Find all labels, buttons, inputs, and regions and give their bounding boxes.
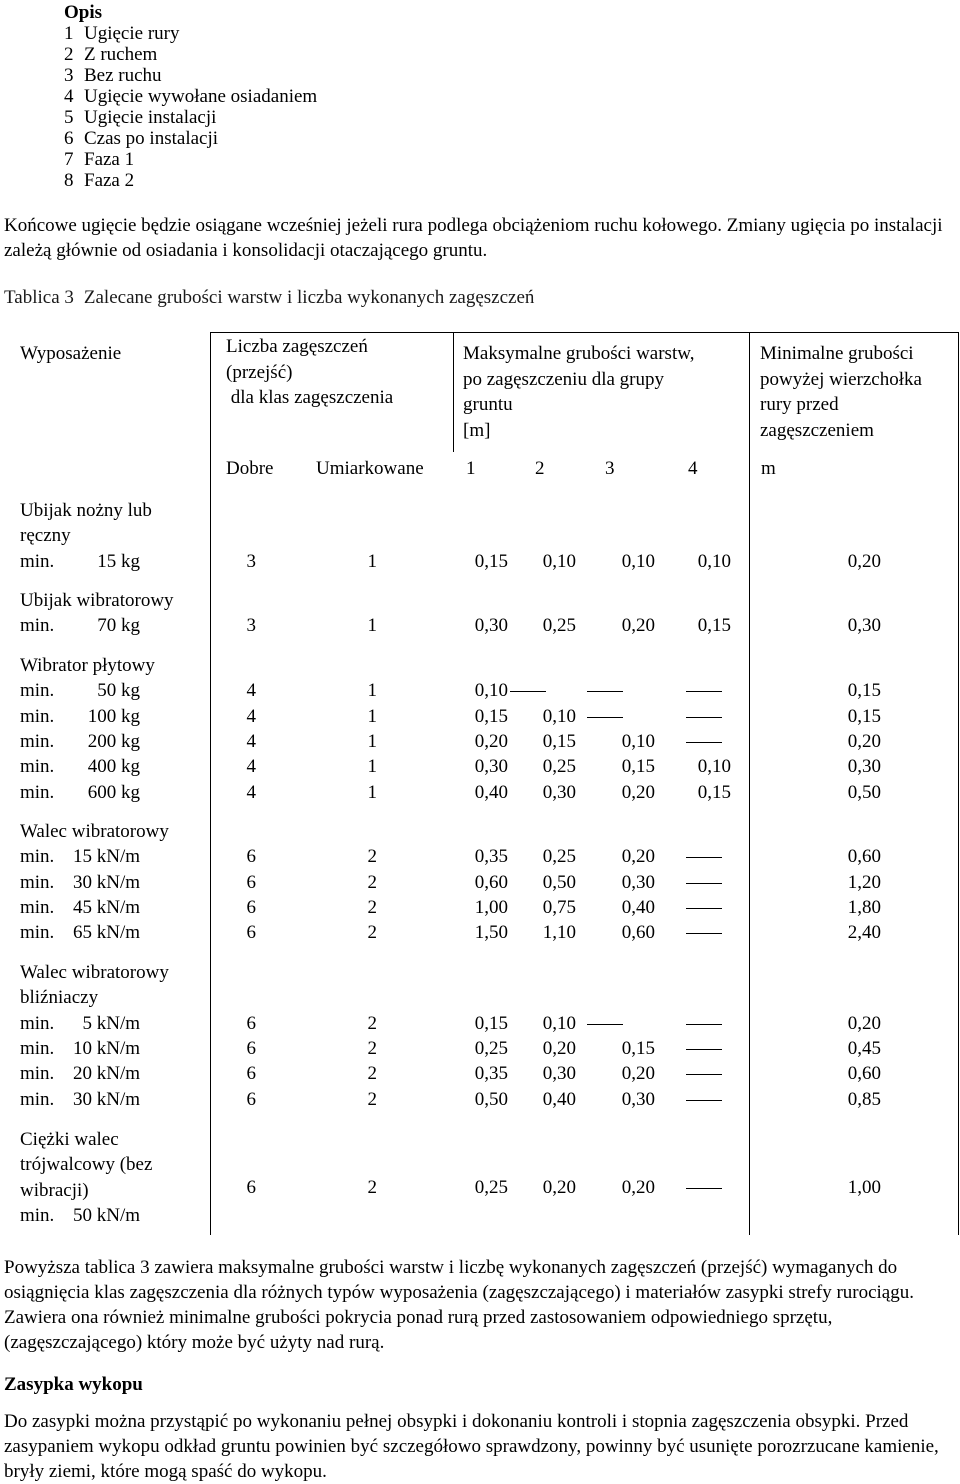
passes-moderate: 1 bbox=[367, 615, 377, 637]
legend-item bbox=[64, 86, 317, 107]
min-label: min. bbox=[20, 871, 55, 893]
legend-item-number: 4 bbox=[64, 86, 74, 107]
passes-good: 3 bbox=[246, 550, 256, 572]
thickness-group-2: 0,25 bbox=[542, 615, 576, 637]
equipment-name: Ubijak wibratorowy bbox=[20, 590, 174, 611]
weight-value: 20 kN/m bbox=[72, 1063, 140, 1085]
dash-mark bbox=[686, 1100, 722, 1101]
legend-item bbox=[64, 65, 317, 86]
section-heading: Zasypka wykopu bbox=[4, 1374, 143, 1395]
column-divider-passes bbox=[453, 332, 454, 452]
thickness-group-1: 0,15 bbox=[474, 705, 508, 727]
thickness-group-3: 0,10 bbox=[621, 730, 655, 752]
legend-item bbox=[64, 44, 317, 65]
min-cover-value: 1,00 bbox=[847, 1176, 881, 1198]
thickness-group-4-dash bbox=[686, 844, 722, 870]
dash-mark bbox=[686, 1049, 722, 1050]
legend bbox=[64, 2, 317, 191]
passes-moderate: 2 bbox=[367, 846, 377, 868]
thickness-group-2-dash bbox=[510, 678, 546, 704]
thickness-group-2: 0,10 bbox=[542, 705, 576, 727]
header-max-line: [m] bbox=[463, 419, 491, 441]
legend-item-text: Ugięcie rury bbox=[84, 23, 180, 44]
equipment-name: Ubijak nożny lub bbox=[20, 500, 152, 521]
thickness-group-3-dash bbox=[587, 704, 623, 730]
passes-good: 6 bbox=[246, 922, 256, 944]
weight-value: 200 kg bbox=[87, 730, 140, 752]
dash-mark bbox=[587, 1024, 623, 1025]
legend-item-text: Ugięcie instalacji bbox=[84, 107, 217, 128]
min-cover-value: 0,45 bbox=[847, 1037, 881, 1059]
thickness-group-3: 0,20 bbox=[621, 615, 655, 637]
passes-good: 6 bbox=[246, 871, 256, 893]
dash-mark bbox=[686, 742, 722, 743]
thickness-group-3: 0,30 bbox=[621, 871, 655, 893]
legend-item-text: Bez ruchu bbox=[84, 65, 162, 86]
thickness-group-4: 0,10 bbox=[697, 550, 731, 572]
table-caption-text: Zalecane grubości warstw i liczba wykonanych zagęszczeń bbox=[83, 287, 535, 308]
thickness-group-4-dash bbox=[686, 895, 722, 921]
header-min-line: zagęszczeniem bbox=[760, 419, 874, 441]
min-label: min. bbox=[20, 1088, 55, 1110]
weight-value: 400 kg bbox=[87, 756, 140, 778]
thickness-group-3-dash bbox=[587, 678, 623, 704]
thickness-group-2: 0,50 bbox=[542, 871, 576, 893]
thickness-group-4-dash bbox=[686, 1011, 722, 1037]
min-label: min. bbox=[20, 756, 55, 778]
min-cover-value: 1,80 bbox=[847, 896, 881, 918]
thickness-group-4-dash bbox=[686, 870, 722, 896]
min-cover-value: 0,60 bbox=[847, 1063, 881, 1085]
equipment-name: Walec wibratorowy bbox=[20, 821, 169, 842]
thickness-group-2: 0,30 bbox=[542, 1063, 576, 1085]
min-cover-value: 2,40 bbox=[847, 922, 881, 944]
min-cover-value: 1,20 bbox=[847, 871, 881, 893]
subheader-cell: Dobre bbox=[226, 458, 274, 479]
thickness-group-4-dash bbox=[686, 729, 722, 755]
thickness-group-4: 0,10 bbox=[697, 756, 731, 778]
weight-value: 15 kg bbox=[97, 550, 140, 572]
header-passes-line: Liczba zagęszczeń bbox=[226, 336, 368, 357]
thickness-group-4: 0,15 bbox=[697, 615, 731, 637]
legend-title: Opis bbox=[64, 2, 103, 23]
header-max-line: gruntu bbox=[463, 394, 513, 415]
equipment-name: Wibrator płytowy bbox=[20, 655, 155, 676]
thickness-group-3: 0,30 bbox=[621, 1088, 655, 1110]
min-label: min. bbox=[20, 1063, 55, 1085]
legend-item bbox=[64, 128, 317, 149]
thickness-group-3: 0,40 bbox=[621, 896, 655, 918]
passes-good: 4 bbox=[246, 730, 256, 752]
equipment-name: Walec wibratorowy bbox=[20, 962, 169, 983]
subheader-cell: 3 bbox=[605, 458, 615, 479]
thickness-group-2: 0,75 bbox=[542, 896, 576, 918]
passes-good: 6 bbox=[246, 1037, 256, 1059]
weight-value: 15 kN/m bbox=[72, 846, 140, 868]
table-top-border bbox=[210, 332, 959, 333]
thickness-group-1: 0,15 bbox=[474, 550, 508, 572]
passes-moderate: 1 bbox=[367, 680, 377, 702]
equipment-name: trójwalcowy (bez bbox=[20, 1154, 153, 1176]
thickness-group-3: 0,20 bbox=[621, 1063, 655, 1085]
min-label: min. bbox=[20, 896, 55, 918]
min-label: min. bbox=[20, 1012, 55, 1034]
compaction-table bbox=[4, 332, 959, 1235]
passes-good: 6 bbox=[246, 1012, 256, 1034]
header-passes bbox=[226, 334, 393, 411]
passes-good: 4 bbox=[246, 756, 256, 778]
equipment-name: bliźniaczy bbox=[20, 987, 99, 1009]
min-cover-value: 0,85 bbox=[847, 1088, 881, 1110]
min-label: min. bbox=[20, 781, 55, 803]
dash-mark bbox=[686, 857, 722, 858]
thickness-group-1: 0,35 bbox=[474, 1063, 508, 1085]
passes-good: 6 bbox=[246, 896, 256, 918]
min-cover-value: 0,20 bbox=[847, 730, 881, 752]
weight-value: 50 kg bbox=[97, 680, 140, 702]
weight-value: 30 kN/m bbox=[72, 1088, 140, 1110]
legend-item bbox=[64, 23, 317, 44]
dash-mark bbox=[686, 1188, 722, 1189]
legend-item-number: 5 bbox=[64, 107, 74, 128]
passes-good: 6 bbox=[246, 846, 256, 868]
equipment-name: Ciężki walec bbox=[20, 1129, 119, 1150]
passes-good: 4 bbox=[246, 781, 256, 803]
legend-item-number: 2 bbox=[64, 44, 74, 65]
thickness-group-1: 0,25 bbox=[474, 1037, 508, 1059]
header-min-line: rury przed bbox=[760, 394, 839, 415]
legend-item-number: 6 bbox=[64, 128, 74, 149]
header-passes-line: dla klas zagęszczenia bbox=[226, 387, 394, 408]
thickness-group-2: 1,10 bbox=[542, 922, 576, 944]
legend-item-number: 7 bbox=[64, 149, 74, 170]
thickness-group-4-dash bbox=[686, 678, 722, 704]
subheader-cell: Umiarkowane bbox=[316, 458, 424, 479]
min-label: min. bbox=[20, 1204, 55, 1226]
thickness-group-2: 0,25 bbox=[542, 756, 576, 778]
subheader-cell: 4 bbox=[688, 458, 698, 479]
header-max-line: po zagęszczeniu dla grupy bbox=[463, 368, 664, 390]
weight-value: 100 kg bbox=[87, 705, 140, 727]
min-label: min. bbox=[20, 615, 55, 637]
min-label: min. bbox=[20, 922, 55, 944]
passes-moderate: 1 bbox=[367, 705, 377, 727]
legend-item-text: Faza 2 bbox=[84, 170, 135, 191]
equipment-name: wibracji) bbox=[20, 1179, 89, 1201]
min-cover-value: 0,20 bbox=[847, 1012, 881, 1034]
min-label: min. bbox=[20, 1037, 55, 1059]
min-cover-value: 0,30 bbox=[847, 615, 881, 637]
weight-value: 50 kN/m bbox=[72, 1204, 140, 1226]
table-caption bbox=[4, 287, 534, 308]
min-label: min. bbox=[20, 846, 55, 868]
header-min-line: powyżej wierzchołka bbox=[760, 368, 922, 390]
legend-item-number: 3 bbox=[64, 65, 74, 86]
weight-value: 30 kN/m bbox=[72, 871, 140, 893]
min-label: min. bbox=[20, 550, 55, 572]
thickness-group-3: 0,20 bbox=[621, 846, 655, 868]
min-label: min. bbox=[20, 705, 55, 727]
passes-moderate: 1 bbox=[367, 756, 377, 778]
thickness-group-1: 0,40 bbox=[474, 781, 508, 803]
subheader-row bbox=[4, 456, 959, 482]
thickness-group-2: 0,10 bbox=[542, 1012, 576, 1034]
passes-moderate: 2 bbox=[367, 1012, 377, 1034]
paragraph-backfill: Do zasypki można przystąpić po wykonaniu pełnej obsypki i dokonaniu kontroli i stopnia zagęszczenia obsypki. Przed zasypaniem wykopu odkład gruntu powinien być szczegółowo sprawdzony, powinny być usunięte porozrzucane kamienie, bryły ziemi, które mogą spaść do wykopu. bbox=[4, 1411, 939, 1482]
passes-moderate: 2 bbox=[367, 922, 377, 944]
header-min-thickness bbox=[760, 341, 922, 443]
header-max-line: Maksymalne grubości warstw, bbox=[463, 343, 695, 364]
header-min-line: Minimalne grubości bbox=[760, 343, 914, 364]
weight-value: 70 kg bbox=[97, 615, 140, 637]
thickness-group-1: 0,30 bbox=[474, 615, 508, 637]
thickness-group-1: 0,50 bbox=[474, 1088, 508, 1110]
passes-moderate: 1 bbox=[367, 730, 377, 752]
subheader-cell: m bbox=[761, 458, 776, 479]
dash-mark bbox=[686, 883, 722, 884]
passes-moderate: 1 bbox=[367, 550, 377, 572]
thickness-group-1: 0,10 bbox=[474, 680, 508, 702]
weight-value: 65 kN/m bbox=[72, 922, 140, 944]
dash-mark bbox=[686, 1024, 722, 1025]
thickness-group-1: 1,50 bbox=[474, 922, 508, 944]
subheader-cell: 1 bbox=[466, 458, 476, 479]
paragraph-table-description: Powyższa tablica 3 zawiera maksymalne grubości warstw i liczbę wykonanych zagęszczeń (przejść) wymaganych do osiągnięcia klas zagęszczenia dla różnych typów wyposażenia (zagęszczającego) i materiałów zasypki strefy rurociągu. Zawiera ona również minimalne grubości pokrycia ponad rurą przed zastosowaniem odpowiedniego sprzętu, (zagęszczającego) który może być użyty nad rurą. bbox=[4, 1257, 914, 1353]
passes-good: 6 bbox=[246, 1088, 256, 1110]
passes-moderate: 2 bbox=[367, 896, 377, 918]
min-cover-value: 0,15 bbox=[847, 680, 881, 702]
thickness-group-3: 0,15 bbox=[621, 756, 655, 778]
header-max-thickness bbox=[463, 341, 694, 443]
min-cover-value: 0,15 bbox=[847, 705, 881, 727]
min-label: min. bbox=[20, 680, 55, 702]
min-label: min. bbox=[20, 730, 55, 752]
weight-value: 45 kN/m bbox=[72, 896, 140, 918]
legend-item bbox=[64, 170, 317, 191]
thickness-group-4-dash bbox=[686, 1036, 722, 1062]
thickness-group-1: 0,25 bbox=[474, 1176, 508, 1198]
weight-value: 600 kg bbox=[87, 781, 140, 803]
thickness-group-2: 0,10 bbox=[542, 550, 576, 572]
passes-good: 6 bbox=[246, 1063, 256, 1085]
paragraph-deflection: Końcowe ugięcie będzie osiągane wcześniej jeżeli rura podlega obciążeniom ruchu kołowego. Zmiany ugięcia po instalacji zależą głównie od osiadania i konsolidacji otaczającego gruntu. bbox=[4, 215, 943, 261]
thickness-group-3: 0,20 bbox=[621, 781, 655, 803]
legend-item-text: Czas po instalacji bbox=[84, 128, 219, 149]
thickness-group-4: 0,15 bbox=[697, 781, 731, 803]
dash-mark bbox=[686, 933, 722, 934]
passes-good: 3 bbox=[246, 615, 256, 637]
min-cover-value: 0,30 bbox=[847, 756, 881, 778]
passes-moderate: 2 bbox=[367, 1037, 377, 1059]
thickness-group-1: 0,30 bbox=[474, 756, 508, 778]
thickness-group-1: 0,35 bbox=[474, 846, 508, 868]
thickness-group-1: 0,60 bbox=[474, 871, 508, 893]
legend-item bbox=[64, 149, 317, 170]
thickness-group-3: 0,10 bbox=[621, 550, 655, 572]
min-cover-value: 0,60 bbox=[847, 846, 881, 868]
legend-item bbox=[64, 107, 317, 128]
passes-good: 4 bbox=[246, 680, 256, 702]
thickness-group-4-dash bbox=[686, 1061, 722, 1087]
passes-moderate: 2 bbox=[367, 871, 377, 893]
header-equipment: Wyposażenie bbox=[20, 343, 122, 364]
table-caption-label: Tablica 3 bbox=[4, 287, 74, 308]
thickness-group-3-dash bbox=[587, 1011, 623, 1037]
legend-item-number: 1 bbox=[64, 23, 74, 44]
thickness-group-2: 0,20 bbox=[542, 1176, 576, 1198]
legend-item-text: Z ruchem bbox=[84, 44, 158, 65]
thickness-group-2: 0,25 bbox=[542, 846, 576, 868]
min-cover-value: 0,20 bbox=[847, 550, 881, 572]
dash-mark bbox=[587, 717, 623, 718]
thickness-group-3: 0,60 bbox=[621, 922, 655, 944]
thickness-group-1: 1,00 bbox=[474, 896, 508, 918]
subheader-cell: 2 bbox=[535, 458, 545, 479]
thickness-group-1: 0,15 bbox=[474, 1012, 508, 1034]
thickness-group-4-dash bbox=[686, 1087, 722, 1113]
min-cover-value: 0,50 bbox=[847, 781, 881, 803]
thickness-group-4-dash bbox=[686, 1175, 722, 1201]
legend-list bbox=[64, 23, 317, 191]
thickness-group-2: 0,15 bbox=[542, 730, 576, 752]
equipment-name: ręczny bbox=[20, 525, 71, 547]
passes-moderate: 1 bbox=[367, 781, 377, 803]
dash-mark bbox=[686, 691, 722, 692]
dash-mark bbox=[686, 908, 722, 909]
thickness-group-2: 0,30 bbox=[542, 781, 576, 803]
thickness-group-3: 0,20 bbox=[621, 1176, 655, 1198]
weight-value: 10 kN/m bbox=[72, 1037, 140, 1059]
passes-good: 6 bbox=[246, 1176, 256, 1198]
legend-item-text: Ugięcie wywołane osiadaniem bbox=[84, 86, 318, 107]
dash-mark bbox=[510, 691, 546, 692]
thickness-group-4-dash bbox=[686, 920, 722, 946]
thickness-group-2: 0,20 bbox=[542, 1037, 576, 1059]
passes-moderate: 2 bbox=[367, 1088, 377, 1110]
thickness-group-4-dash bbox=[686, 704, 722, 730]
passes-moderate: 2 bbox=[367, 1176, 377, 1198]
header-passes-line: (przejść) bbox=[226, 361, 293, 383]
thickness-group-2: 0,40 bbox=[542, 1088, 576, 1110]
passes-moderate: 2 bbox=[367, 1063, 377, 1085]
dash-mark bbox=[686, 717, 722, 718]
legend-item-number: 8 bbox=[64, 170, 74, 191]
weight-value: 5 kN/m bbox=[82, 1012, 140, 1034]
dash-mark bbox=[686, 1074, 722, 1075]
legend-item-text: Faza 1 bbox=[84, 149, 135, 170]
thickness-group-1: 0,20 bbox=[474, 730, 508, 752]
passes-good: 4 bbox=[246, 705, 256, 727]
dash-mark bbox=[587, 691, 623, 692]
thickness-group-3: 0,15 bbox=[621, 1037, 655, 1059]
